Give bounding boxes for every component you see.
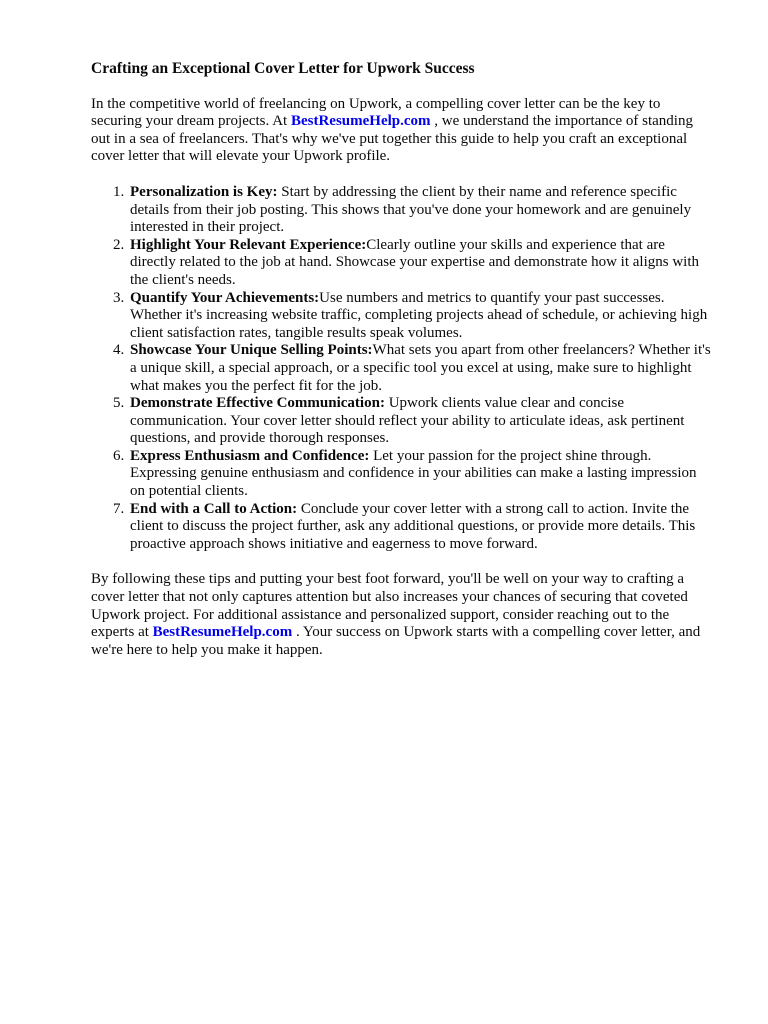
tip-body: Use numbers and metrics to quantify your past successes. Whether it's increasing website traffic, completing projects ahead of schedule, or achieving high client satisfaction rates, tangible results speak volumes.: [130, 289, 708, 341]
tip-body: Let your passion for the project shine through. Expressing genuine enthusiasm and confidence in your abilities can make a lasting impression on potential clients.: [130, 447, 697, 500]
tip-heading: End with a Call to Action:: [130, 500, 298, 517]
tip-body: What sets you apart from other freelancers? Whether it's a unique skill, a special approach, or a specific tool you excel at using, make sure to highlight what makes you the perfect fit for the job.: [130, 342, 711, 394]
list-item: [128, 237, 712, 290]
tip-heading: Quantify Your Achievements:: [130, 289, 320, 306]
intro-text-before-link: In the competitive world of freelancing on Upwork, a compelling cover letter can be the key to securing your dream projects. At: [91, 95, 661, 130]
tip-heading: Highlight Your Relevant Experience:: [130, 236, 367, 253]
tip-heading: Express Enthusiasm and Confidence:: [130, 447, 370, 464]
tip-body: Clearly outline your skills and experience that are directly related to the job at hand. Showcase your expertise and demonstrate how it aligns with the client's needs.: [130, 236, 700, 288]
tips-list: [91, 184, 712, 553]
list-item: [128, 448, 712, 501]
intro-paragraph: [91, 96, 712, 166]
tip-heading: Demonstrate Effective Communication:: [130, 395, 385, 412]
tip-body: Start by addressing the client by their name and reference specific details from their job posting. This shows that you've done your homework and are genuinely interested in their project.: [130, 183, 692, 236]
tip-heading: Showcase Your Unique Selling Points:: [130, 342, 373, 359]
tip-heading: Personalization is Key:: [130, 183, 278, 200]
tip-body: Conclude your cover letter with a strong call to action. Invite the client to discuss the project further, ask any additional questions, or provide more details. This proactive approach shows initiative and eagerness to move forward.: [130, 500, 696, 552]
outro-text-before-link: By following these tips and putting your best foot forward, you'll be well on your way to crafting a cover letter that not only captures attention but also increases your chances of securing that coveted Upwork project. For additional assistance and personalized support, consider reaching out to the experts at: [91, 571, 688, 641]
tip-body: Upwork clients value clear and concise communication. Your cover letter should reflect your ability to articulate ideas, ask pertinent questions, and provide thorough responses.: [130, 395, 685, 447]
outro-paragraph: [91, 571, 712, 659]
outro-text-after-link: . Your success on Upwork starts with a compelling cover letter, and we're here to help you make it happen.: [91, 624, 701, 658]
list-item: [128, 342, 712, 395]
list-item: [128, 395, 712, 448]
list-item: [128, 184, 712, 237]
list-item: [128, 501, 712, 554]
page-title: Crafting an Exceptional Cover Letter for Upwork Success: [91, 60, 475, 77]
intro-text-after-link: , we understand the importance of standing out in a sea of freelancers. That's why we've put together this guide to help you craft an exceptional cover letter that will elevate your Upwork profile.: [91, 113, 693, 165]
list-item: [128, 290, 712, 343]
bestresumehelp-link[interactable]: BestResumeHelp.com: [152, 624, 293, 641]
bestresumehelp-link[interactable]: BestResumeHelp.com: [290, 113, 431, 130]
